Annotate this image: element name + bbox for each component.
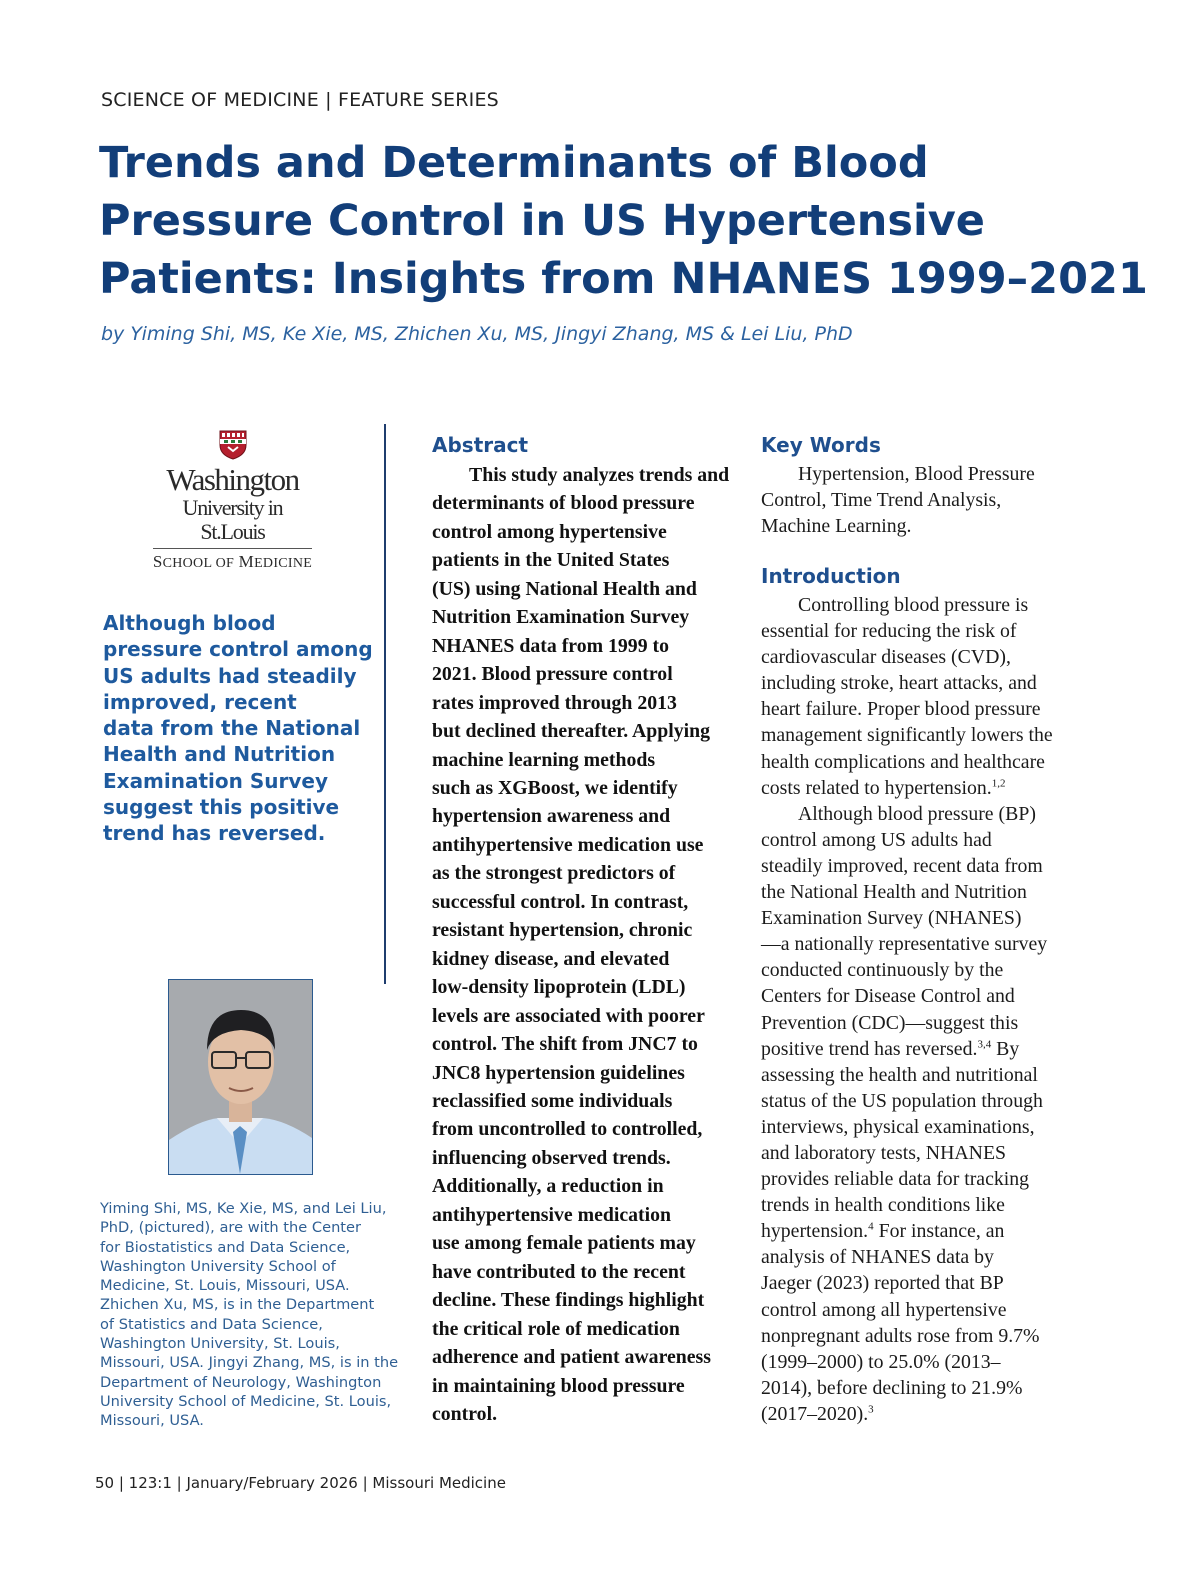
abstract-line: Additionally, a reduction in (432, 1175, 664, 1198)
affiliation-line: of Statistics and Data Science, (100, 1315, 323, 1333)
author-photo (168, 979, 313, 1175)
abstract-body (432, 461, 752, 1428)
intro-line: conducted continuously by the (761, 959, 1004, 982)
abstract-line: NHANES data from 1999 to (432, 634, 670, 657)
abstract-line: have contributed to the recent (432, 1260, 686, 1283)
affiliation-line: Washington University, St. Louis, (100, 1335, 340, 1353)
abstract-line: use among female patients may (432, 1232, 696, 1255)
article-title (99, 134, 1148, 308)
affiliation-line: Missouri, USA. Jingyi Zhang, MS, is in the (100, 1354, 399, 1372)
abstract-line: as the strongest predictors of (432, 862, 676, 885)
intro-line: interviews, physical examinations, (761, 1115, 1035, 1138)
affiliation-line: Zhichen Xu, MS, is in the Department (100, 1296, 375, 1314)
intro-text: costs related to hypertension. (761, 776, 992, 799)
series-label: SCIENCE OF MEDICINE | FEATURE SERIES (101, 89, 499, 111)
intro-line: 2014), before declining to 21.9% (761, 1376, 1023, 1399)
abstract-line: successful control. In contrast, (432, 890, 689, 913)
abstract-line: control among hypertensive (432, 520, 667, 543)
title-line: Patients: Insights from NHANES 1999–2021 (99, 254, 1148, 304)
citation-ref: 3 (868, 1403, 874, 1416)
keywords-heading: Key Words (761, 433, 881, 457)
citation-ref: 3,4 (977, 1038, 992, 1050)
abstract-line: in maintaining blood pressure (432, 1374, 685, 1397)
abstract-line: from uncontrolled to controlled, (432, 1118, 703, 1141)
intro-line: (1999–2000) to 25.0% (2013– (761, 1350, 1001, 1373)
intro-line: health complications and healthcare (761, 750, 1045, 773)
intro-line: status of the US population through (761, 1089, 1043, 1112)
intro-line: nonpregnant adults rose from 9.7% (761, 1324, 1040, 1347)
intro-line (761, 1036, 1081, 1062)
pull-quote-line: pressure control among (103, 637, 373, 662)
abstract-line: resistant hypertension, chronic (432, 919, 693, 942)
abstract-line: patients in the United States (432, 549, 670, 572)
affiliation-line: University School of Medicine, St. Louis, (100, 1392, 392, 1410)
intro-line: trends in health conditions like (761, 1194, 1005, 1217)
abstract-line: influencing observed trends. (432, 1146, 671, 1169)
intro-line: management significantly lowers the (761, 724, 1053, 747)
intro-text: For instance, an (873, 1220, 1005, 1243)
keywords-line: Hypertension, Blood Pressure (798, 463, 1035, 485)
keywords-line: Control, Time Trend Analysis, (761, 489, 1002, 512)
intro-text: (2017–2020). (761, 1402, 869, 1425)
affiliation-line: Washington University School of (100, 1257, 336, 1275)
affiliation-line: for Biostatistics and Data Science, (100, 1238, 351, 1256)
pull-quote-line: suggest this positive (103, 795, 340, 820)
pull-quote-line: data from the National (103, 716, 361, 741)
abstract-line: such as XGBoost, we identify (432, 776, 678, 799)
logo-wordmark-line1: Washington (166, 462, 299, 497)
author-affiliations (100, 1199, 410, 1431)
title-line: Pressure Control in US Hypertensive (99, 196, 985, 246)
pull-quote (103, 610, 373, 847)
abstract-line: decline. These findings highlight (432, 1289, 705, 1312)
intro-line: analysis of NHANES data by (761, 1246, 994, 1269)
abstract-line: antihypertensive medication use (432, 833, 704, 856)
affiliation-line: Missouri, USA. (100, 1412, 204, 1430)
abstract-line: (US) using National Health and (432, 577, 697, 600)
abstract-line: Nutrition Examination Survey (432, 606, 690, 629)
intro-line: Prevention (CDC)—suggest this (761, 1011, 1019, 1034)
introduction-heading: Introduction (761, 564, 901, 588)
intro-line: —a nationally representative survey (761, 933, 1048, 956)
affiliation-line: PhD, (pictured), are with the Center (100, 1219, 362, 1237)
abstract-heading: Abstract (432, 433, 529, 457)
abstract-line: levels are associated with poorer (432, 1004, 705, 1027)
intro-line: assessing the health and nutritional (761, 1063, 1038, 1086)
keywords-body (761, 461, 1081, 539)
intro-line: control among all hypertensive (761, 1298, 1007, 1321)
abstract-line: control. (432, 1402, 498, 1425)
column-divider (384, 424, 386, 984)
intro-line: Jaeger (2023) reported that BP (761, 1272, 1004, 1295)
abstract-line: adherence and patient awareness (432, 1346, 711, 1369)
abstract-line: the critical role of medication (432, 1317, 680, 1340)
intro-line: including stroke, heart attacks, and (761, 672, 1037, 695)
affiliation-line: Yiming Shi, MS, Ke Xie, MS, and Lei Liu, (100, 1200, 387, 1217)
abstract-line: This study analyzes trends and (469, 464, 730, 486)
pull-quote-line: improved, recent (103, 689, 297, 714)
abstract-line: kidney disease, and elevated (432, 947, 670, 970)
intro-line: the National Health and Nutrition (761, 881, 1027, 904)
affiliation-line: Department of Neurology, Washington (100, 1373, 382, 1391)
pull-quote-line: Health and Nutrition (103, 742, 336, 767)
pull-quote-line: US adults had steadily (103, 663, 357, 688)
intro-text: hypertension. (761, 1220, 869, 1243)
intro-line: cardiovascular diseases (CVD), (761, 646, 1011, 669)
intro-line: and laboratory tests, NHANES (761, 1141, 1007, 1164)
abstract-line: antihypertensive medication (432, 1203, 672, 1226)
abstract-line: control. The shift from JNC7 to (432, 1033, 698, 1056)
intro-line: Although blood pressure (BP) (798, 802, 1036, 825)
title-line: Trends and Determinants of Blood (99, 138, 929, 188)
abstract-line: determinants of blood pressure (432, 492, 695, 515)
intro-line (761, 1401, 1081, 1427)
abstract-line: but declined thereafter. Applying (432, 720, 711, 743)
intro-text: positive trend has reversed. (761, 1037, 978, 1060)
citation-ref: 4 (868, 1220, 874, 1233)
intro-line: provides reliable data for tracking (761, 1168, 1030, 1191)
author-byline: by Yiming Shi, MS, Ke Xie, MS, Zhichen Xu, MS, Jingyi Zhang, MS & Lei Liu, PhD (101, 323, 853, 345)
university-logo (145, 430, 320, 577)
page-footer: 50 | 123:1 | January/February 2026 | Missouri Medicine (95, 1474, 506, 1492)
intro-line: Examination Survey (NHANES) (761, 907, 1022, 930)
keywords-line: Machine Learning. (761, 515, 912, 538)
logo-wordmark-line2: University in St.Louis (153, 496, 312, 549)
abstract-line: reclassified some individuals (432, 1089, 673, 1112)
intro-line (761, 775, 1081, 801)
intro-line: Centers for Disease Control and (761, 985, 1015, 1008)
shield-icon (219, 430, 247, 460)
abstract-line: rates improved through 2013 (432, 691, 677, 714)
introduction-body (761, 592, 1081, 1427)
pull-quote-line: trend has reversed. (103, 821, 326, 846)
intro-line: essential for reducing the risk of (761, 620, 1017, 643)
logo-wordmark-line3: SCHOOL OF MEDICINE (152, 552, 313, 571)
intro-line: heart failure. Proper blood pressure (761, 698, 1041, 721)
intro-text: By (991, 1037, 1020, 1060)
intro-line: Controlling blood pressure is (798, 594, 1029, 616)
abstract-line: JNC8 hypertension guidelines (432, 1061, 685, 1084)
intro-line (761, 1218, 1081, 1244)
abstract-line: 2021. Blood pressure control (432, 663, 673, 686)
pull-quote-line: Examination Survey (103, 768, 328, 793)
intro-line: steadily improved, recent data from (761, 854, 1043, 877)
abstract-line: low-density lipoprotein (LDL) (432, 976, 686, 999)
abstract-line: machine learning methods (432, 748, 656, 771)
affiliation-line: Medicine, St. Louis, Missouri, USA. (100, 1277, 350, 1295)
intro-line: control among US adults had (761, 828, 992, 851)
pull-quote-line: Although blood (103, 611, 276, 635)
citation-ref: 1,2 (991, 777, 1006, 790)
abstract-line: hypertension awareness and (432, 805, 671, 828)
